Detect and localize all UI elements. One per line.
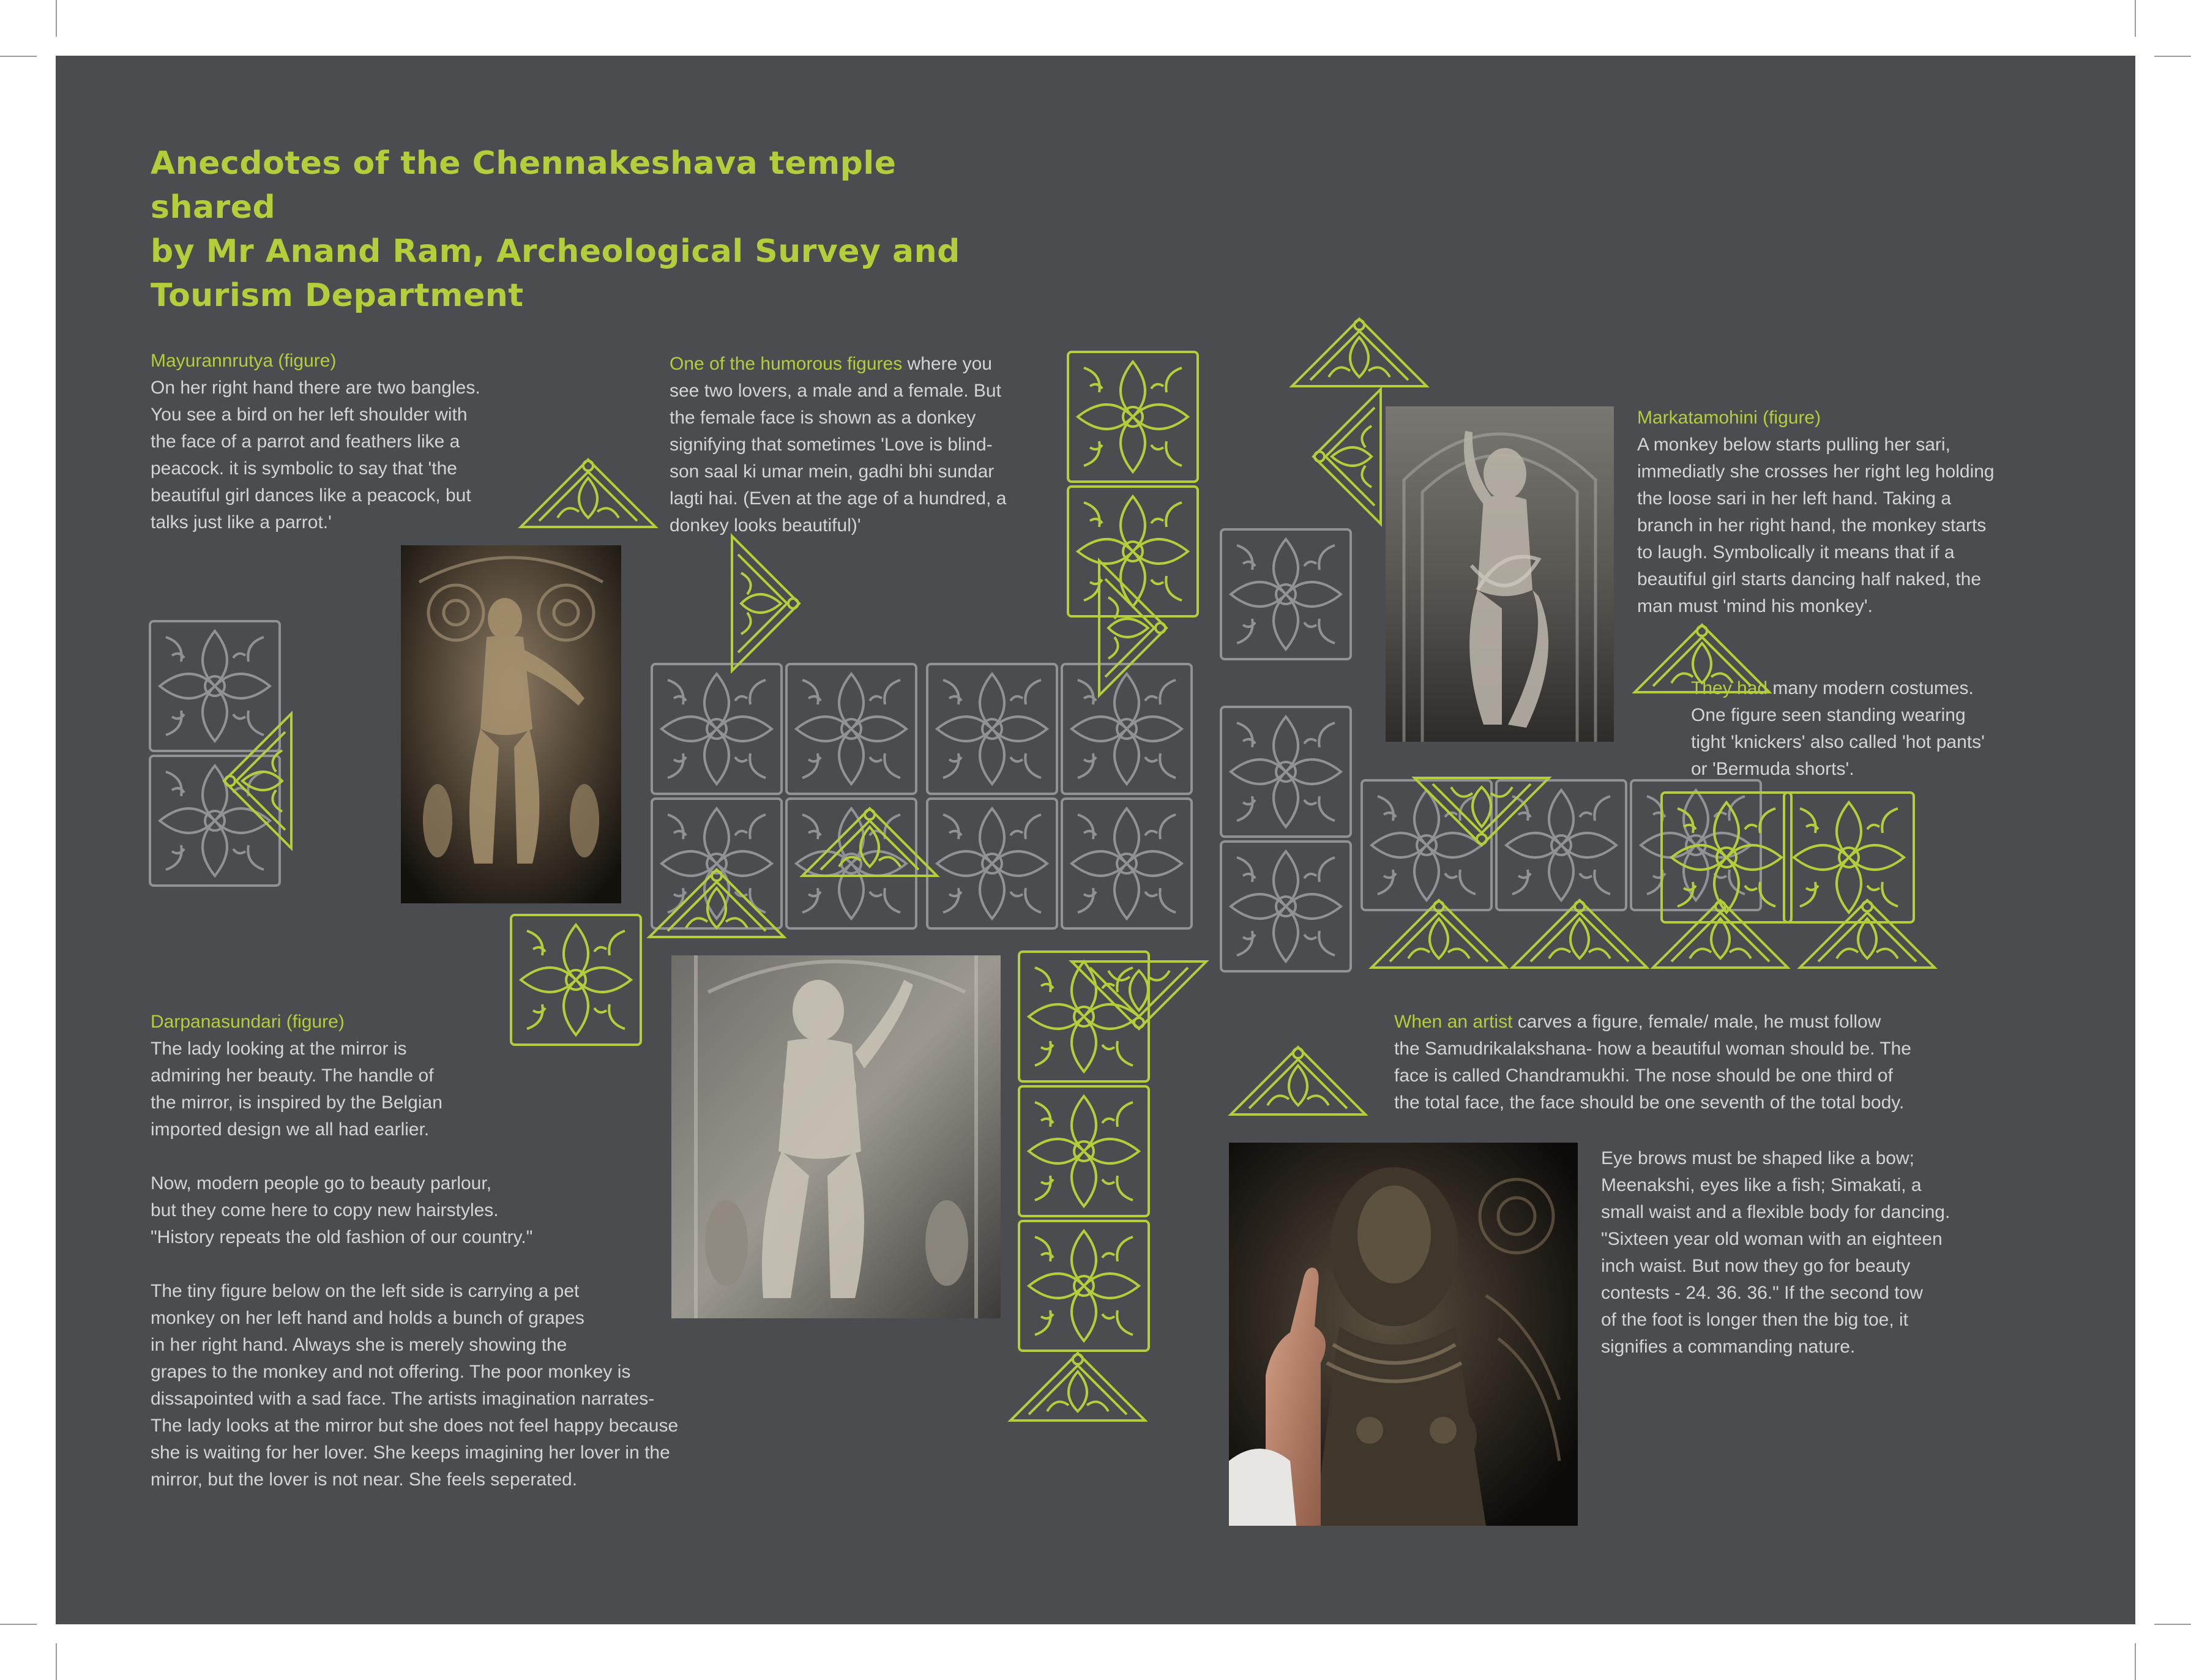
text-line: inch waist. But now they go for beauty: [1601, 1256, 1911, 1276]
ornament-tile: [1062, 664, 1192, 794]
ornament-tile: [786, 664, 916, 794]
crop-mark: [56, 0, 57, 37]
markata-text-block: [1637, 405, 2017, 620]
ornament-tile: [150, 756, 280, 886]
ornament-tile: [1221, 707, 1351, 837]
text-line: the mirror, is inspired by the Belgian: [151, 1092, 442, 1113]
text-line: [1691, 675, 2034, 702]
text-line: the total face, the face should be one seventh of the total body.: [1394, 1092, 1905, 1113]
text-line: but they come here to copy new hairstyles.: [151, 1200, 499, 1220]
text-line: You see a bird on her left shoulder with: [151, 405, 468, 425]
ornament-tile: [1221, 529, 1351, 659]
text-line: or 'Bermuda shorts'.: [1691, 759, 1854, 779]
text-line: mirror, but the lover is not near. She feels seperated.: [151, 1469, 578, 1490]
eyebrows-text-block: [1601, 1145, 2040, 1361]
title-line: Anecdotes of the Chennakeshava temple shared: [151, 145, 897, 226]
artist-text-block: [1394, 1009, 2043, 1116]
costumes-text-block: [1691, 675, 2034, 783]
text-line: she is waiting for her lover. She keeps imagining her lover in the: [151, 1443, 670, 1463]
text-line: dissapointed with a sad face. The artists imagination narrates-: [151, 1389, 655, 1409]
costumes-first-rest: many modern costumes.: [1767, 678, 1974, 698]
text-line: "History repeats the old fashion of our country.": [151, 1227, 533, 1247]
text-line: small waist and a flexible body for dancing.: [1601, 1202, 1950, 1222]
text-line: man must 'mind his monkey'.: [1637, 596, 1873, 616]
text-line: the face of a parrot and feathers like a: [151, 431, 460, 452]
ornament-tile: [927, 799, 1057, 928]
face-sculpture-photo: [1229, 1143, 1578, 1526]
text-line: son saal ki umar mein, gadhi bhi sundar: [670, 461, 995, 482]
text-line: beautiful girl dances like a peacock, but: [151, 485, 471, 506]
text-line: Now, modern people go to beauty parlour,: [151, 1173, 492, 1193]
page-title: [151, 141, 1007, 318]
humorous-text-block: [670, 351, 1099, 539]
ornament-triangle: [649, 870, 784, 937]
ornament-tile: [1019, 1221, 1149, 1351]
text-line: donkey looks beautiful)': [670, 515, 861, 536]
text-line: to laugh. Symbolically it means that if a: [1637, 542, 1955, 562]
ornament-triangle: [1292, 319, 1427, 386]
text-line: face is called Chandramukhi. The nose should be one third of: [1394, 1066, 1893, 1086]
text-line: the loose sari in her left hand. Taking a: [1637, 488, 1952, 509]
humorous-first-rest: where you: [902, 354, 992, 374]
ornament-triangle: [732, 536, 799, 671]
text-line: The lady looks at the mirror but she does not feel happy because: [151, 1416, 679, 1436]
text-line: branch in her right hand, the monkey starts: [1637, 515, 1987, 536]
text-line: of the foot is longer then the big toe, it: [1601, 1310, 1909, 1330]
text-line: beautiful girl starts dancing half naked, the: [1637, 569, 1982, 589]
text-line: contests - 24. 36. 36." If the second tow: [1601, 1283, 1923, 1303]
markata-heading: Markatamohini (figure): [1637, 408, 1821, 428]
text-line: One figure seen standing wearing: [1691, 705, 1966, 725]
ornament-tile: [150, 621, 280, 751]
ornament-triangle: [1231, 1047, 1365, 1114]
title-line: by Mr Anand Ram, Archeological Survey and: [151, 233, 960, 270]
ornament-tile: [1784, 793, 1914, 922]
text-line: see two lovers, a male and a female. But: [670, 381, 1001, 401]
text-line: immediatly she crosses her right leg holding: [1637, 461, 1995, 482]
text-line: grapes to the monkey and not offering. The poor monkey is: [151, 1362, 631, 1382]
mayura-heading: Mayurannrutya (figure): [151, 351, 337, 371]
text-line: The lady looking at the mirror is: [151, 1039, 407, 1059]
text-line: peacock. it is symbolic to say that 'the: [151, 458, 457, 479]
text-line: signifying that sometimes 'Love is blind-: [670, 435, 993, 455]
text-line: The tiny figure below on the left side is carrying a pet: [151, 1281, 580, 1301]
crop-mark: [0, 56, 37, 57]
text-line: the Samudrikalakshana- how a beautiful woman should be. The: [1394, 1039, 1911, 1059]
mayura-text-block: [151, 348, 579, 536]
ornament-tile: [1662, 793, 1791, 922]
text-line: Meenakshi, eyes like a fish; Simakati, a: [1601, 1175, 1922, 1195]
artist-first-rest: carves a figure, female/ male, he must follow: [1512, 1012, 1881, 1032]
artist-highlight: When an artist: [1394, 1012, 1513, 1032]
poster-panel: [56, 56, 2135, 1624]
humorous-sculpture-photo: [671, 955, 1001, 1318]
text-line: signifies a commanding nature.: [1601, 1337, 1856, 1357]
markata-sculpture-photo: [1386, 406, 1614, 742]
text-line: talks just like a parrot.': [151, 512, 332, 532]
text-line: Eye brows must be shaped like a bow;: [1601, 1148, 1914, 1168]
crop-mark: [2135, 0, 2136, 37]
ornament-tile: [652, 664, 782, 794]
ornament-tile: [927, 664, 1057, 794]
ornament-tile: [1019, 952, 1149, 1081]
crop-mark: [2154, 56, 2191, 57]
text-line: [1394, 1009, 2043, 1036]
text-line: On her right hand there are two bangles.: [151, 378, 480, 398]
ornament-tile: [1062, 799, 1192, 928]
text-line: imported design we all had earlier.: [151, 1119, 430, 1140]
ornament-tile: [1221, 842, 1351, 971]
ornament-triangle: [1010, 1353, 1145, 1421]
ornament-tile: [652, 799, 782, 928]
crop-mark: [0, 1624, 37, 1625]
ornament-triangle: [1313, 389, 1381, 524]
text-line: A monkey below starts pulling her sari,: [1637, 435, 1950, 455]
crop-mark: [56, 1643, 57, 1680]
title-line: Tourism Department: [151, 277, 524, 314]
humorous-highlight: One of the humorous figures: [670, 354, 903, 374]
costumes-highlight: They had: [1691, 678, 1768, 698]
text-line: tight 'knickers' also called 'hot pants': [1691, 732, 1985, 752]
text-line: "Sixteen year old woman with an eighteen: [1601, 1229, 1943, 1249]
text-line: monkey on her left hand and holds a bunch of grapes: [151, 1308, 584, 1328]
crop-mark: [2135, 1643, 2136, 1680]
text-line: in her right hand. Always she is merely showing the: [151, 1335, 567, 1355]
ornament-tile: [1019, 1086, 1149, 1216]
text-line: admiring her beauty. The handle of: [151, 1066, 434, 1086]
mayura-sculpture-photo: [401, 545, 621, 903]
text-line: the female face is shown as a donkey: [670, 408, 976, 428]
darpana-heading: Darpanasundari (figure): [151, 1012, 345, 1032]
text-line: [670, 351, 1099, 378]
crop-mark: [2154, 1624, 2191, 1625]
text-line: lagti hai. (Even at the age of a hundred, a: [670, 488, 1007, 509]
ornament-tile: [1362, 780, 1491, 910]
ornament-triangle: [1099, 561, 1166, 695]
